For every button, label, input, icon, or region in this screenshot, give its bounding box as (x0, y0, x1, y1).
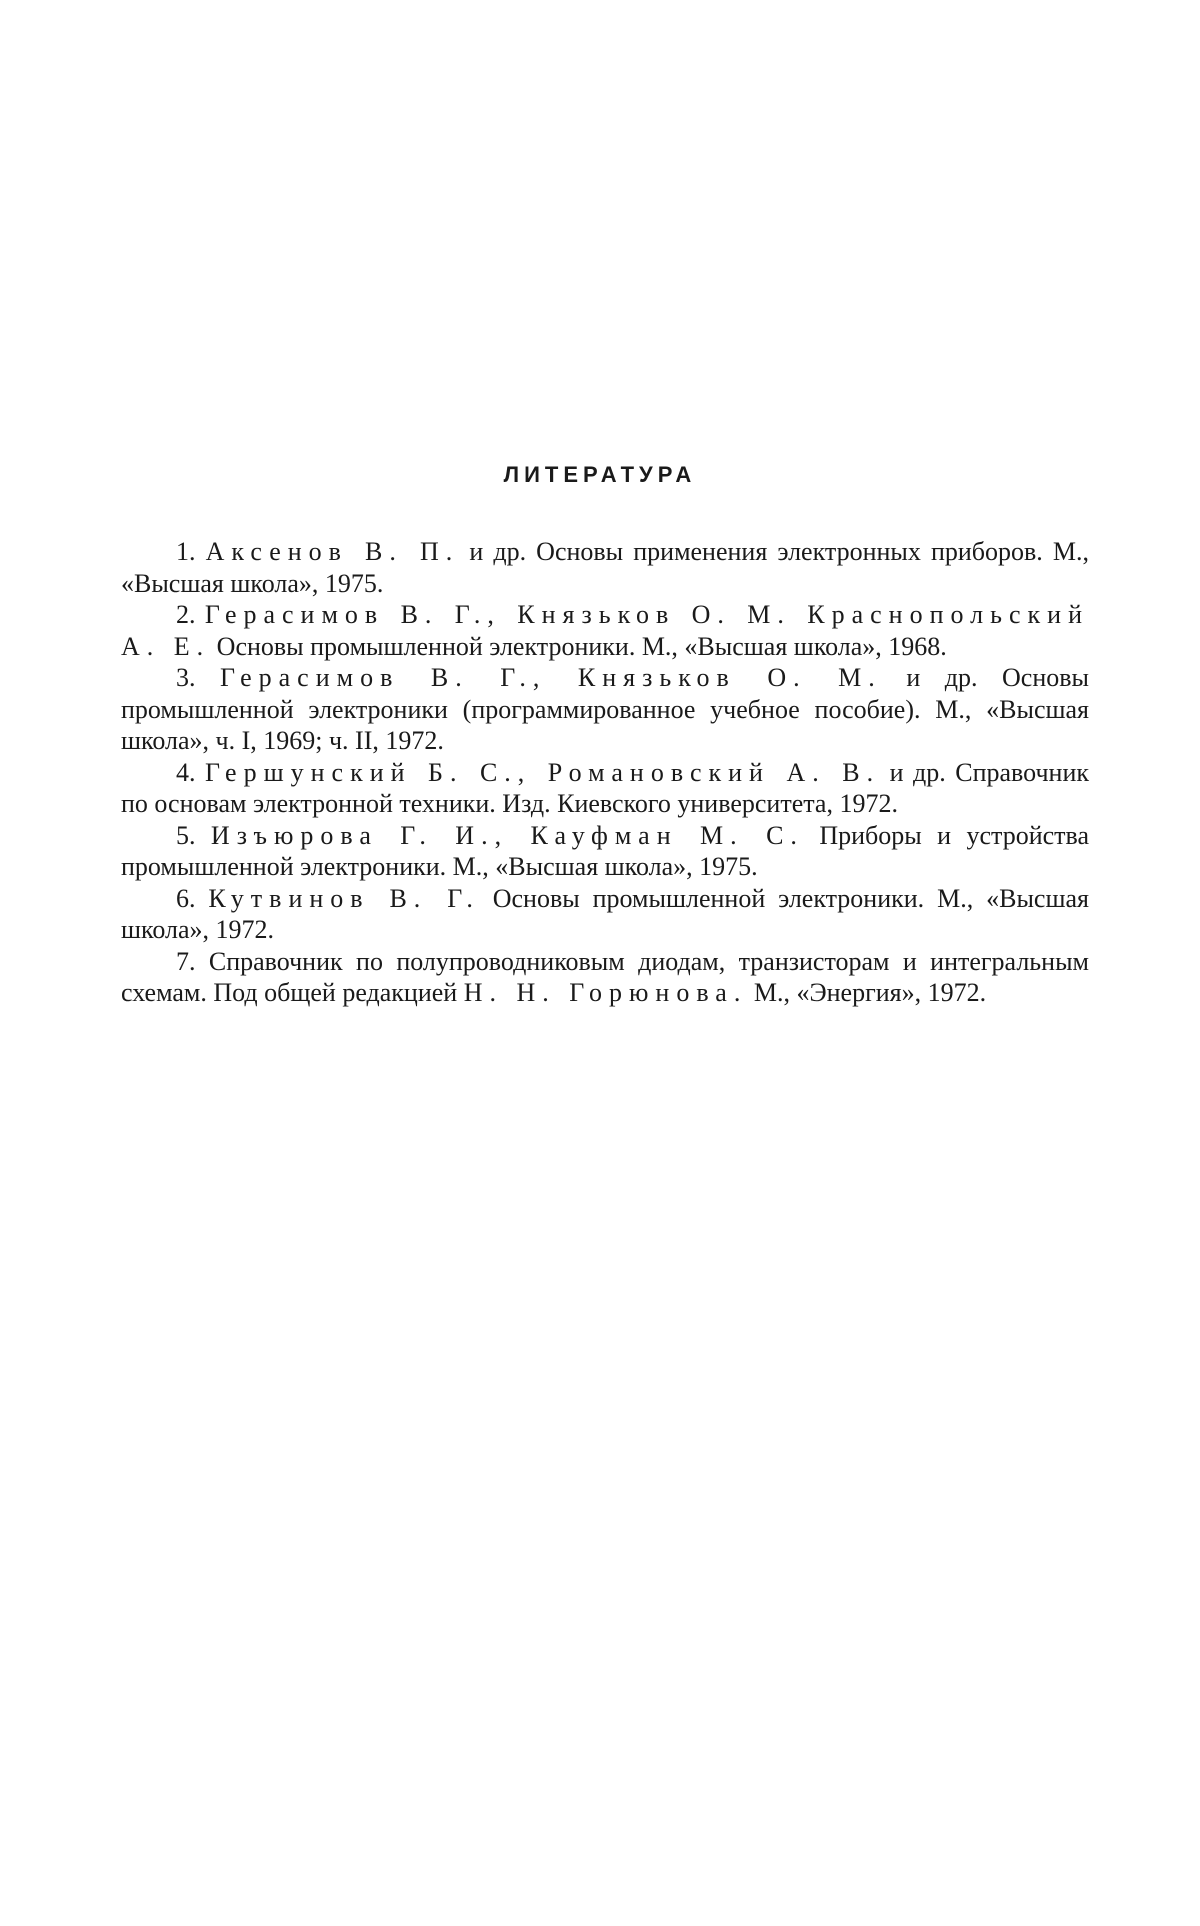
reference-number: 2. (176, 600, 196, 629)
page-title: ЛИТЕРАТУРА (503, 462, 697, 487)
reference-number: 4. (176, 757, 196, 787)
reference-authors: Кутвинов В. Г. (208, 883, 480, 913)
reference-text: Основы промышленной электроники. М., «Высшая школа», 1972. (121, 883, 1089, 944)
reference-tail: М., «Энергия», 1972. (747, 978, 987, 1007)
reference-text: Основы промышленной электроники. М., «Высшая школа», 1968. (210, 631, 947, 661)
reference-number: 7. (176, 946, 196, 976)
reference-number: 6. (176, 883, 196, 913)
reference-editor: Н. Н. Горюнова. (463, 978, 748, 1007)
reference-item (121, 599, 1089, 662)
reference-number: 5. (176, 820, 196, 850)
reference-item (121, 946, 1089, 1009)
reference-item (121, 662, 1089, 757)
reference-list (121, 536, 1089, 1009)
reference-authors: Гершунский Б. С., Романовский А. В. (205, 757, 881, 787)
reference-number: 1. (176, 537, 196, 566)
reference-authors: Герасимов В. Г., Князьков О. М. (220, 663, 882, 692)
reference-number: 3. (176, 663, 196, 692)
reference-text: и др. Основы применения электронных приборов. М., «Высшая школа», 1975. (121, 537, 1089, 598)
reference-item (121, 536, 1089, 599)
reference-item (121, 820, 1089, 883)
reference-text: Справочник по полупроводниковым диодам, транзисторам и интегральным схемам. Под общей редакцией (121, 946, 1089, 1007)
reference-authors: Аксенов В. П. (205, 537, 460, 566)
reference-authors: Изъюрова Г. И., Кауфман М. С. (210, 820, 804, 850)
reference-authors: Герасимов В. Г., Князьков О. М. Краснопольский А. Е. (121, 600, 1090, 661)
reference-text: и др. Справочник по основам электронной техники. Изд. Киевского университета, 1972. (121, 757, 1089, 818)
reference-item (121, 757, 1089, 820)
reference-text: Приборы и устройства промышленной электроники. М., «Высшая школа», 1975. (121, 820, 1089, 881)
reference-item (121, 883, 1089, 946)
reference-text: и др. Основы промышленной электроники (программированное учебное пособие). М., «Высшая школа», ч. I, 1969; ч. II, 1972. (121, 663, 1089, 755)
